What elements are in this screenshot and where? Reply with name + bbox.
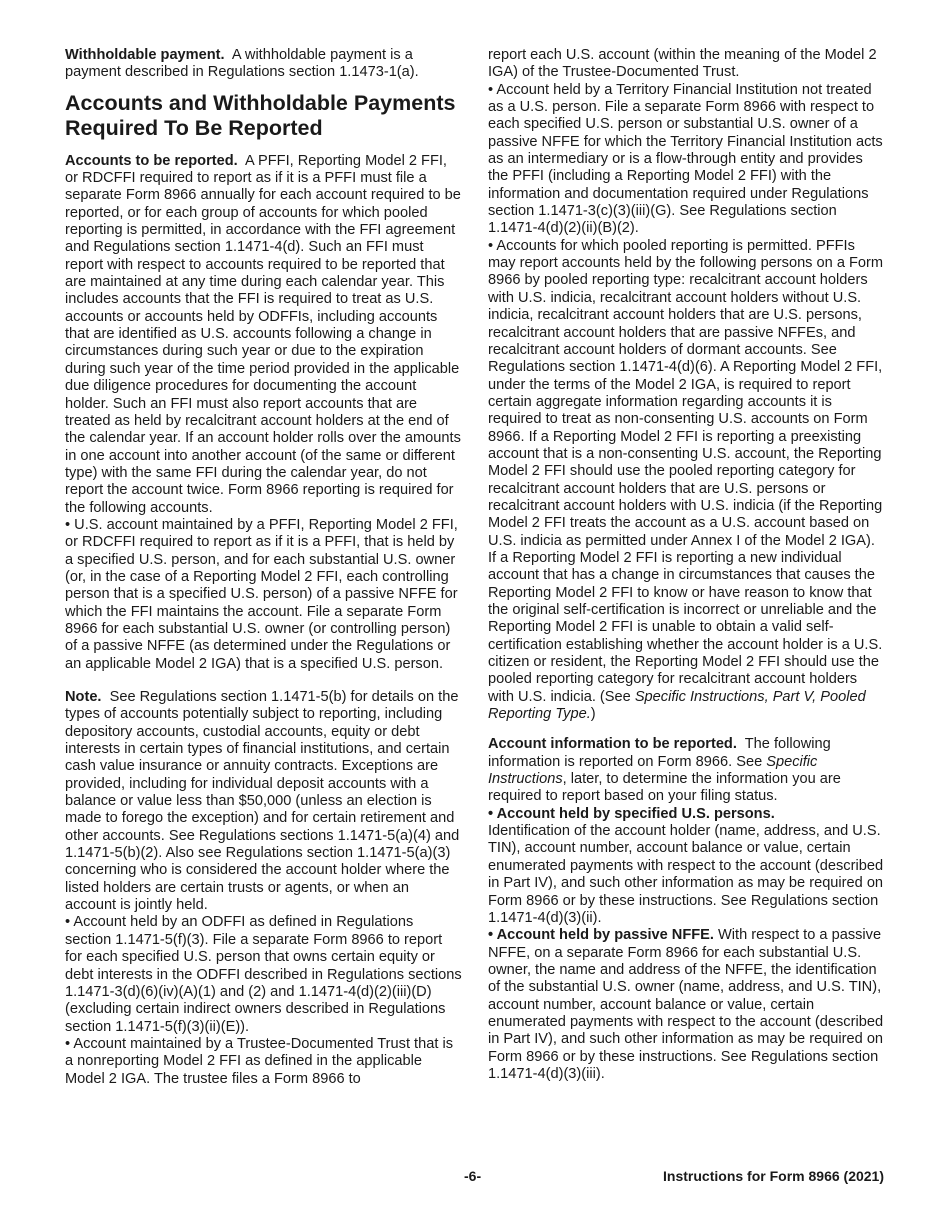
- account-info-text-1: The following information is reported on Form 8966. See: [488, 736, 831, 770]
- passive-nffe-term: • Account held by passive NFFE.: [488, 927, 714, 944]
- bullet-odffi: • Account held by an ODFFI as defined in Regulations section 1.1471-5(f)(3). File a separate Form 8966 to report for each specified U.S. person that owns certain equity or debt interests in the ODFFI described in Regulations sections 1.1471-3(d)(6)(iv)(A)(1) and (2) and 1.1471-4(d)(2)(iii)(D) (excluding certain indirect owners described in Regulations section 1.1471-5(f)(3)(ii)(E)).: [65, 914, 462, 1035]
- withholdable-term: Withholdable payment.: [65, 47, 225, 63]
- form-title: Instructions for Form 8966 (2021): [663, 1168, 884, 1184]
- specified-persons-text: Identification of the account holder (name, address, and U.S. TIN), account number, account balance or value, certain enumerated payments with respect to the account (described in Part IV), and such other information as may be required on Form 8966 or by these instructions. See Regulations section 1.1471-4(d)(3)(ii).: [488, 823, 884, 926]
- account-info-term: Account information to be reported.: [488, 736, 737, 753]
- bullet-pooled: [488, 238, 886, 724]
- withholdable-paragraph: [65, 47, 463, 82]
- accounts-text: A PFFI, Reporting Model 2 FFI, or RDCFFI required to report as if it is a PFFI must file a separate Form 8966 annually for each account required to be reported, or for each group of accounts for which pooled reporting is permitted, in accordance with the FFI agreement and Regulations section 1.1471-4(d). Such an FFI must report with respect to accounts required to be reported that are maintained at any time during each calendar year. This includes accounts that the FFI is required to treat as U.S. accounts or accounts held by ODFFIs, including accounts that are identified as U.S. accounts following a change in circumstances during such year or due to the expiration during such year of the time period provided in the applicable due diligence procedures for documenting the account holder. Such an FFI must also report accounts that are treated as held by recalcitrant account holders at the end of the calendar year. If an account holder rolls over the amounts in one account into another account (of the same or different type) with the same FFI during the calendar year, do not report the account twice. Form 8966 reporting is required for the following accounts.: [65, 152, 461, 516]
- bullet-us-account: • U.S. account maintained by a PFFI, Reporting Model 2 FFI, or RDCFFI required to report as if it is a PFFI, that is held by a specified U.S. person, and for each substantial U.S. owner (or, in the case of a Reporting Model 2 FFI, each controlling person that is a specified U.S. person) of a passive NFFE for which the FFI maintains the account. File a separate Form 8966 for each substantial U.S. owner (or controlling person) of a passive NFFE (as determined under the Regulations or an applicable Model 2 IGA) that is a specified U.S. person.: [65, 516, 458, 672]
- pooled-reference: Specific Instructions, Part V, Pooled Reporting Type.: [488, 688, 866, 723]
- trustee-continued: report each U.S. account (within the meaning of the Model 2 IGA) of the Trustee-Documented Trust.: [488, 47, 877, 81]
- account-info-reference: Specific Instructions: [488, 753, 818, 788]
- passive-nffe-text: With respect to a passive NFFE, on a separate Form 8966 for each substantial U.S. owner, the name and address of the NFFE, the identification of the substantial U.S. owner (name, address, and U.S. TIN), account number, account balance or value, certain enumerated payments with respect to the account (described in Part IV), and such other information as may be required on Form 8966 or by these instructions. See Regulations section 1.1471-4(d)(3)(iii).: [488, 927, 884, 1082]
- accounts-term: Accounts to be reported.: [65, 152, 238, 169]
- page-number: -6-: [464, 1168, 482, 1184]
- bullet-trustee: • Account maintained by a Trustee-Documented Trust that is a nonreporting Model 2 FFI as defined in the applicable Model 2 IGA. The trustee files a Form 8966 to: [65, 1035, 453, 1087]
- bullet-specified-persons: [488, 806, 886, 927]
- note-text: See Regulations section 1.1471-5(b) for details on the types of accounts potentially subject to reporting, including depository accounts, custodial accounts, equity or debt interests in certain types of financial institutions, and certain cash value insurance or annuity contracts. Exceptions are provided, including for individual deposit accounts with a balance or value less than $50,000 (unless an election is made to forego the exception) and for certain retirement and other accounts. See Regulations sections 1.1471-5(a)(4) and 1.1471-5(b)(2). Also see Regulations section 1.1471-5(a)(3) concerning who is considered the account holder where the listed holders are certain trusts or agents, or when an account is jointly held.: [65, 689, 460, 914]
- accounts-paragraph: [65, 153, 463, 517]
- bullet-passive-nffe: [488, 927, 886, 1083]
- left-column: [65, 47, 463, 1088]
- account-info-paragraph: [488, 736, 886, 805]
- specified-persons-term: • Account held by specified U.S. persons.: [488, 805, 775, 822]
- bullet-territory: • Account held by a Territory Financial Institution not treated as a U.S. person. File a separate Form 8966 with respect to each specified U.S. person or substantial U.S. owner of a passive NFFE for which the Territory Financial Institution acts as an intermediary or is a flow-through entity and provides the PFFI (including a Reporting Model 2 FFI) with the information and documentation required under Regulations section 1.1471-3(c)(3)(iii)(G). See Regulations section 1.1471-4(d)(2)(ii)(B)(2).: [488, 81, 883, 237]
- pooled-close: ): [590, 706, 596, 723]
- withholdable-text: A withholdable payment is a payment described in Regulations section 1.1473-1(a).: [65, 47, 419, 81]
- note-term: Note.: [65, 689, 102, 705]
- right-column: [488, 47, 886, 1083]
- note-paragraph: [65, 689, 463, 914]
- section-heading: Accounts and Withholdable Payments Required To Be Reported: [65, 90, 456, 140]
- account-info-text-2: , later, to determine the information you are required to report based on your filing status.: [488, 771, 841, 805]
- pooled-text: • Accounts for which pooled reporting is permitted. PFFIs may report accounts held by the following persons on a Form 8966 by pooled reporting type: recalcitrant account holders with U.S. indicia, recalcitrant account holders without U.S. indicia, recalcitrant account holders that are U.S. persons, recalcitrant account holders that are passive NFFEs, and recalcitrant account holders of dormant accounts. See Regulations section 1.1471-4(d)(6). A Reporting Model 2 FFI, under the terms of the Model 2 IGA, is required to report certain aggregate information regarding accounts it is required to treat as non-consenting U.S. accounts on Form 8966. If a Reporting Model 2 FFI is reporting a preexisting account that is a non-consenting U.S. account, the Reporting Model 2 FFI should use the pooled reporting category for recalcitrant account holders that are U.S. persons or recalcitrant account holders with U.S. indicia (if the Reporting Model 2 FFI treats the account as a U.S. account based on U.S. indicia as permitted under Annex I of the Model 2 IGA). If a Reporting Model 2 FFI is reporting a new individual account that has a change in circumstances that causes the Reporting Model 2 FFI to know or have reason to know that the original self-certification is incorrect or unreliable and the Reporting Model 2 FFI is unable to obtain a valid self-certification establishing whether the account holder is a U.S. citizen or resident, the Reporting Model 2 FFI should use the pooled reporting category for recalcitrant account holders with U.S. indicia. (See: [488, 237, 884, 705]
